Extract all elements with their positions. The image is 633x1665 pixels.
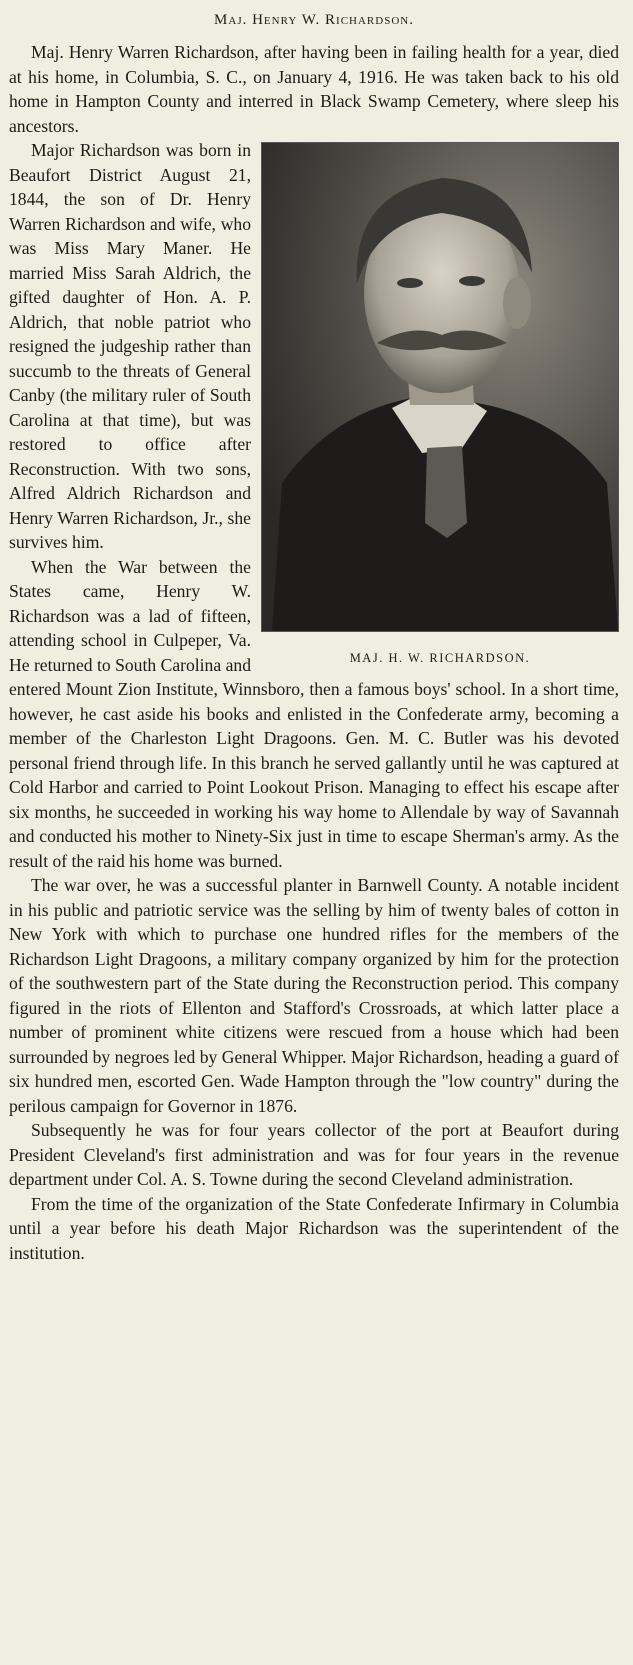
paragraph-4: The war over, he was a successful planter in Barnwell County. A notable incident in his public and patriotic service was the selling by him of twenty bales of cotton in New York with which to purchase one hundred rifles for the members of the Richardson Light Dragoons, a military company organized by him for the protection of the southwestern part of the State during the Reconstruction period. This company figured in the riots of Ellenton and Stafford's Crossroads, at which latter place a number of prominent white citizens were rescued from a house which had been surrounded by negroes led by General Whipper. Major Richardson, heading a guard of six hundred men, escorted Gen. Wade Hampton through the "low country" during the perilous campaign for Governor in 1876. [9, 875, 619, 1116]
article-body [9, 40, 619, 1265]
paragraph-6: From the time of the organization of the State Confederate Infirmary in Columbia until a year before his death Major Richardson was the superintendent of the institution. [9, 1193, 619, 1263]
portrait-figure [261, 142, 619, 666]
article-title: Maj. Henry W. Richardson. [214, 12, 414, 28]
paragraph-5: Subsequently he was for four years collector of the port at Beaufort during President Cleveland's first administration and was for four years in the revenue department under Col. A. S. Towne during the second Cleveland administration. [9, 1120, 619, 1189]
portrait-photo [261, 142, 619, 632]
paragraph-1: Maj. Henry Warren Richardson, after having been in failing health for a year, died at his home, in Columbia, S. C., on January 4, 1916. He was taken back to his old home in Hampton County and interred in Black Swamp Cemetery, where sleep his ancestors. [9, 42, 619, 136]
portrait-caption: MAJ. H. W. RICHARDSON. [349, 651, 531, 665]
portrait-silhouette [262, 143, 618, 631]
paragraph-2: Major Richardson was born in Beaufort District August 21, 1844, the son of Dr. Henry Warren Richardson and wife, who was Miss Mary Maner. He married Miss Sarah Aldrich, the gifted daughter of Hon. A. P. Aldrich, that noble patriot who resigned the judgeship rather than succumb to the threats of General Canby (the military ruler of South Carolina at that time), but was restored to office after Reconstruction. With two sons, Alfred Aldrich Richardson and Henry Warren Richardson, Jr., she survives him. [9, 140, 251, 552]
paragraph-3: When the War between the States came, Henry W. Richardson was a lad of fifteen, attending school in Culpeper, Va. He returned to South Carolina and entered Mount Zion Institute, Winnsboro, then a famous boys' school. In a short time, however, he cast aside his books and enlisted in the Confederate army, becoming a member of the Charleston Light Dragoons. Gen. M. C. Butler was his devoted personal friend through life. In this branch he served gallantly until he was captured at Cold Harbor and carried to Point Lookout Prison. Managing to effect his escape after six months, he succeeded in working his way home to Allendale by way of Savannah and conducted his mother to Ninety-Six just in time to escape Sherman's army. As the result of the raid his home was burned. [9, 556, 619, 871]
